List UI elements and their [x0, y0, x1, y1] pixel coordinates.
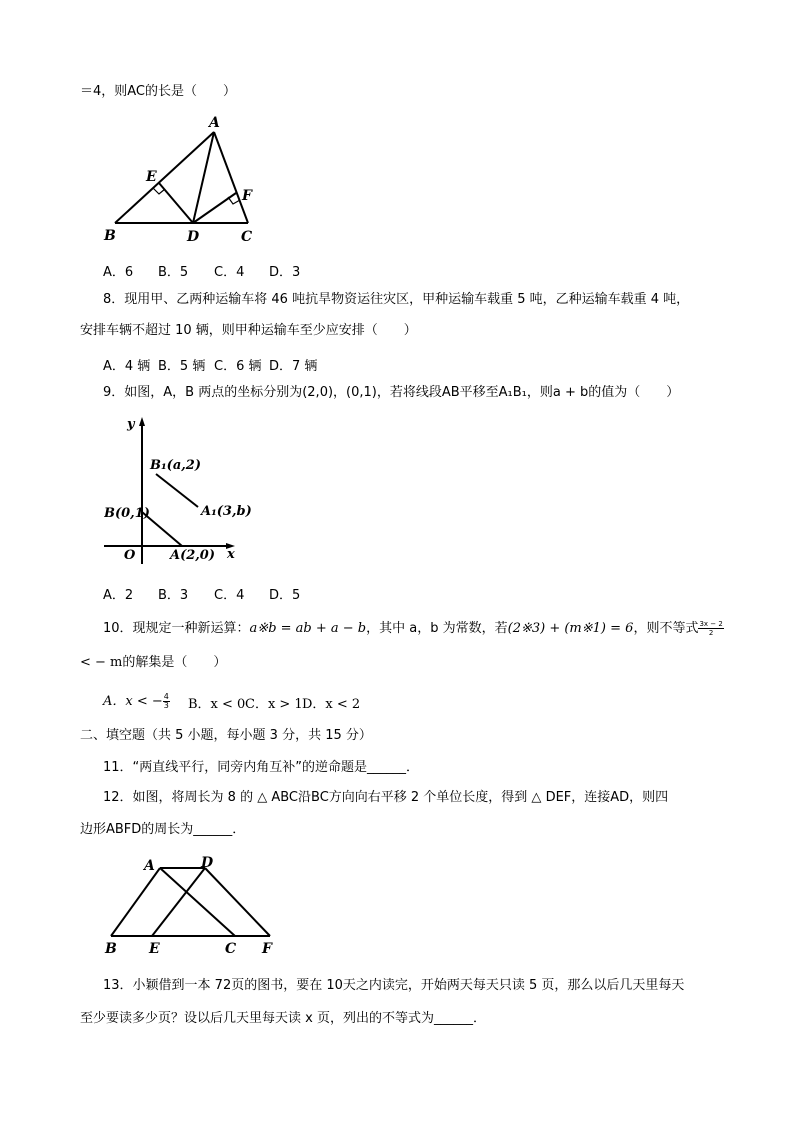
q9-option-d: D．5	[269, 588, 301, 603]
q7-option-c: C．4	[214, 265, 245, 280]
q9-stem: 9．如图，A，B 两点的坐标分别为(2,0)，(0,1)，若将线段AB平移至A₁B₁，则a + b的值为（ ）	[103, 385, 680, 400]
label-D: D	[187, 229, 200, 245]
q8-option-d: D．7 辆	[269, 359, 318, 374]
q7-option-b: B．5	[158, 265, 189, 280]
axis-y-label: y	[127, 417, 135, 432]
q10-frac-num: 3x − 2	[699, 620, 723, 628]
q8-option-c: C．6 辆	[214, 359, 262, 374]
q8-line2: 安排车辆不超过 10 辆，则甲种运输车至少应安排（ ）	[80, 323, 417, 338]
point-a-label: A(2,0)	[170, 548, 216, 563]
q10-fraction	[698, 620, 723, 637]
point-b-label: B(0,1)	[104, 506, 150, 521]
label-F: F	[242, 188, 252, 204]
q9-coordinate-figure	[104, 414, 254, 564]
q12-translation-figure	[100, 850, 280, 960]
axis-x-label: x	[227, 547, 235, 562]
section-2-heading: 二、填空题（共 5 小题，每小题 3 分，共 15 分）	[80, 728, 372, 743]
point-a1-label: A₁(3,b)	[201, 504, 252, 519]
label-A: A	[209, 115, 220, 131]
q12-label-C: C	[225, 941, 237, 957]
q10-text-b: ，其中 a，b 为常数，若	[366, 621, 508, 636]
q12-label-D: D	[201, 855, 214, 871]
q9-option-a: A．2	[103, 588, 134, 603]
q10-definition: a※b = ab + a − b	[249, 621, 367, 636]
q7-option-d: D．3	[269, 265, 301, 280]
q10-option-a-fraction	[163, 693, 170, 710]
q10-line1	[103, 620, 724, 637]
q12-label-F: F	[262, 941, 272, 957]
q12-label-B: B	[105, 941, 117, 957]
q10-text-c: ，则不等式	[633, 621, 699, 636]
q10-condition: (2※3) + (m※1) = 6	[507, 621, 634, 636]
q10-option-c: C．x > 1	[245, 697, 303, 712]
q11-stem: 11．“两直线平行，同旁内角互补”的逆命题是______．	[103, 760, 420, 775]
label-E: E	[146, 169, 157, 185]
q7-option-a: A．6	[103, 265, 134, 280]
q10-option-a	[103, 690, 170, 710]
q12-line1: 12．如图，将周长为 8 的 △ ABC沿BC方向向右平移 2 个单位长度，得到 △ DEF，连接AD，则四	[103, 790, 669, 805]
q7-triangle-figure	[100, 110, 270, 248]
q9-option-b: B．3	[158, 588, 189, 603]
q10-option-d: D．x < 2	[302, 697, 361, 712]
q10-option-b: B．x < 0	[188, 697, 246, 712]
label-B: B	[104, 228, 116, 244]
q10-frac-den: 2	[708, 629, 714, 637]
q13-line2: 至少要读多少页？设以后几天里每天读 x 页，列出的不等式为______．	[80, 1011, 486, 1026]
q10-line2: < − m的解集是（ ）	[80, 655, 227, 670]
label-C: C	[241, 229, 253, 245]
q12-label-E: E	[149, 941, 160, 957]
q10-opt-a-den: 3	[163, 701, 169, 710]
q8-line1: 8．现用甲、乙两种运输车将 46 吨抗旱物资运往灾区，甲种运输车载重 5 吨，乙种运输车载重 4 吨，	[103, 292, 690, 307]
q10-opt-a-num: 4	[163, 692, 169, 701]
q12-label-A: A	[144, 858, 155, 874]
q10-text-a: 10．现规定一种新运算：	[103, 621, 250, 636]
q12-line2: 边形ABFD的周长为______．	[80, 822, 246, 837]
q13-line1: 13．小颖借到一本 72页的图书，要在 10天之内读完，开始两天每天只读 5 页，那么以后几天里每天	[103, 978, 685, 993]
q9-option-c: C．4	[214, 588, 245, 603]
q8-option-a: A．4 辆	[103, 359, 151, 374]
origin-label: O	[124, 548, 136, 563]
q10-option-a-text: A．x < −	[103, 694, 163, 709]
point-b1-label: B₁(a,2)	[150, 458, 201, 473]
q8-option-b: B．5 辆	[158, 359, 206, 374]
q7-stem-tail: ＝4，则AC的长是（ ）	[80, 84, 237, 99]
